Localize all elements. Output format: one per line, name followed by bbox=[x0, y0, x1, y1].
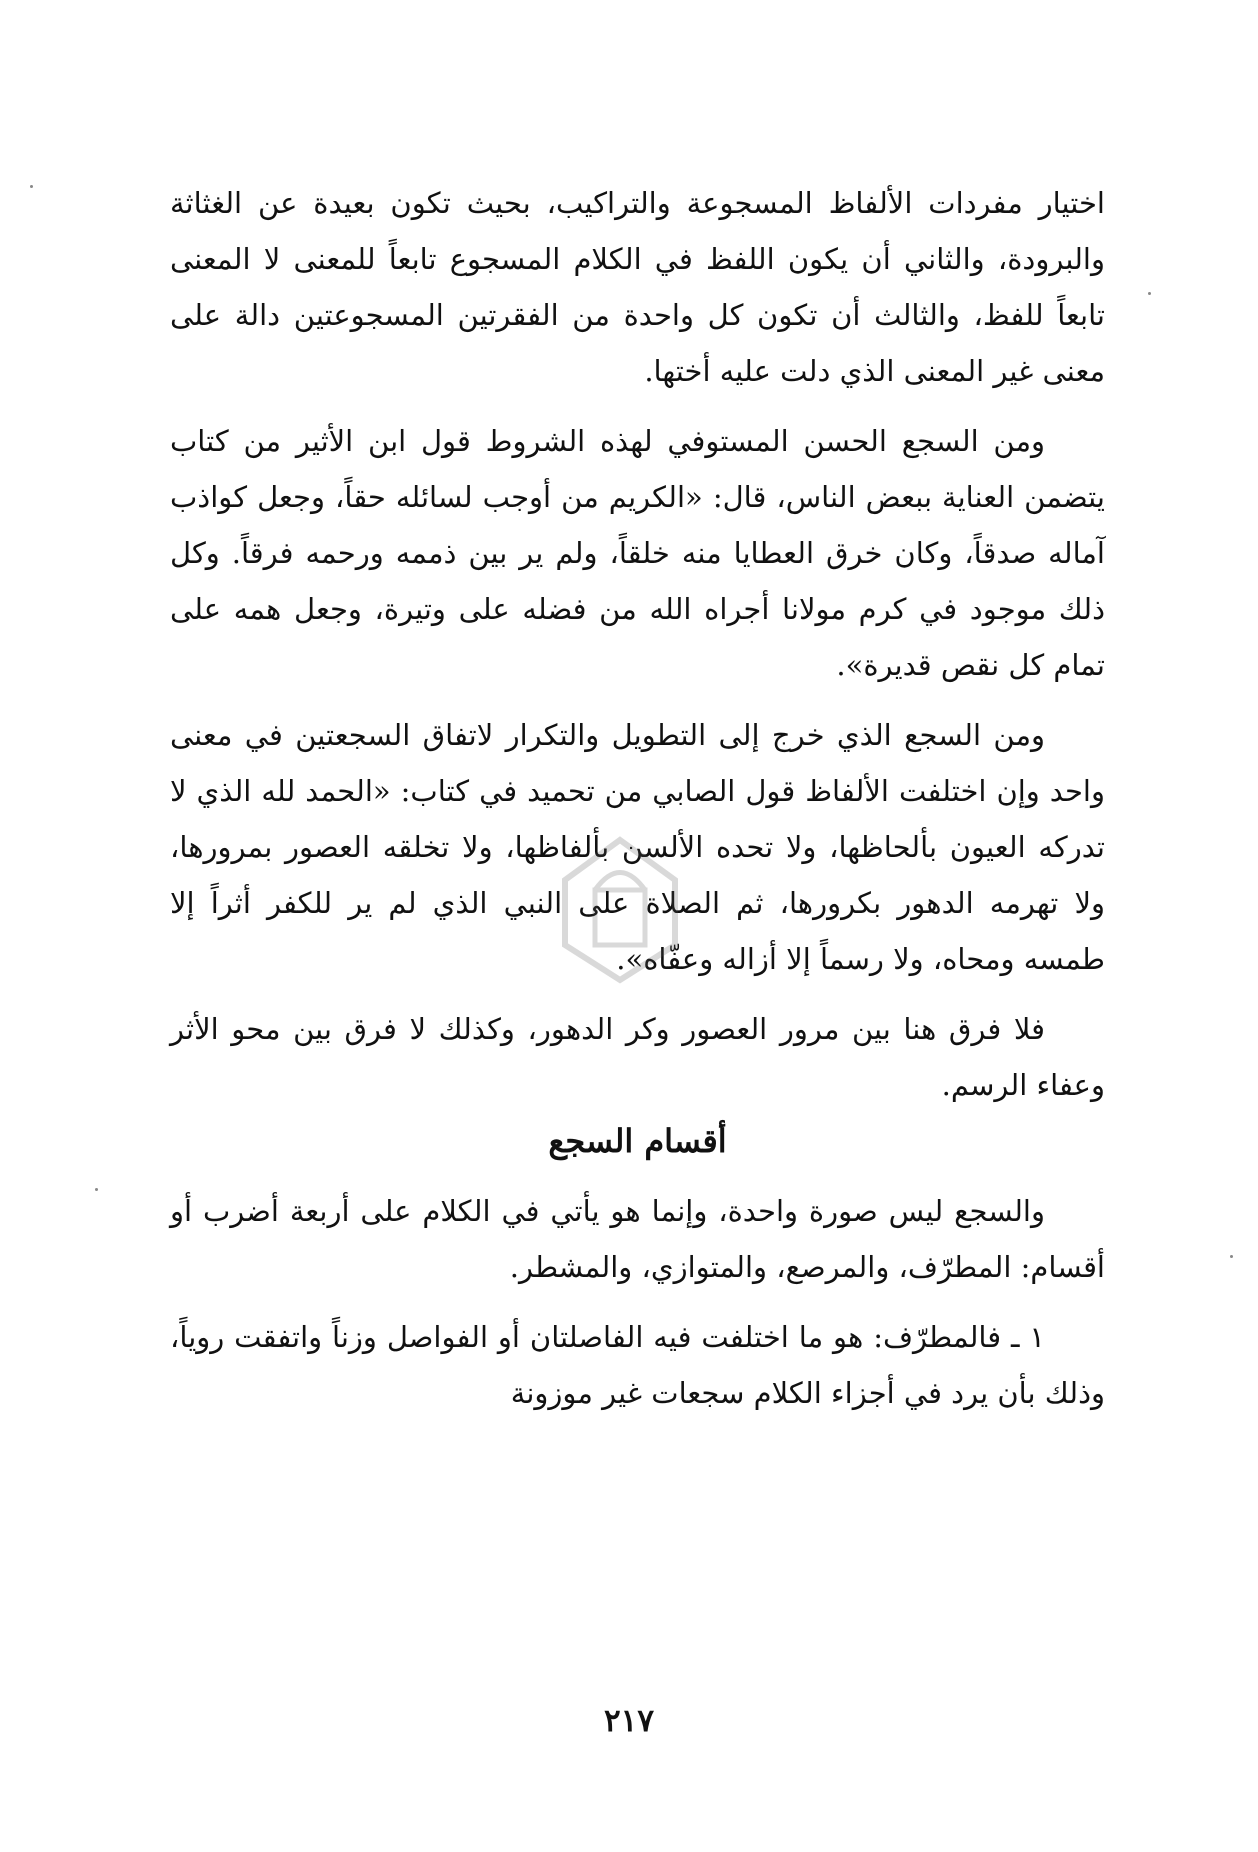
section-heading: أقسام السجع bbox=[548, 1122, 727, 1160]
scan-speck bbox=[95, 1188, 98, 1191]
page-body bbox=[170, 175, 1105, 1421]
scan-speck bbox=[1230, 1255, 1233, 1258]
scan-speck bbox=[30, 185, 33, 188]
paragraph-1: اختيار مفردات الألفاظ المسجوعة والتراكيب، بحيث تكون بعيدة عن الغثاثة والبرودة، والثاني أن يكون اللفظ في الكلام المسجوع تابعاً للمعنى لا المعنى تابعاً للفظ، والثالث أن تكون كل واحدة من الفقرتين المسجوعتين دالة على معنى غير المعنى الذي دلت عليه أختها. bbox=[170, 186, 1105, 388]
page-number: ٢١٧ bbox=[604, 1703, 654, 1739]
paragraph-4: فلا فرق هنا بين مرور العصور وكر الدهور، وكذلك لا فرق بين محو الأثر وعفاء الرسم. bbox=[170, 1012, 1105, 1102]
paragraph-3: ومن السجع الذي خرج إلى التطويل والتكرار لاتفاق السجعتين في معنى واحد وإن اختلفت الألفاظ قول الصابي من تحميد في كتاب: «الحمد لله الذي لا تدركه العيون بألحاظها، ولا تحده الألسن بألفاظها، ولا تخلقه العصور بمرورها، ولا تهرمه الدهور بكرورها، ثم الصلاة على النبي الذي لم ير للكفر أثراً إلا طمسه ومحاه، ولا رسماً إلا أزاله وعفّاه». bbox=[170, 718, 1105, 976]
scan-speck bbox=[1148, 292, 1151, 295]
library-watermark-icon bbox=[555, 835, 685, 985]
section-paragraph-2: ١ ـ فالمطرّف: هو ما اختلفت فيه الفاصلتان أو الفواصل وزناً واتفقت روياً، وذلك بأن يرد في أجزاء الكلام سجعات غير موزونة bbox=[170, 1320, 1105, 1410]
paragraph-2: ومن السجع الحسن المستوفي لهذه الشروط قول ابن الأثير من كتاب يتضمن العناية ببعض الناس، قال: «الكريم من أوجب لسائله حقاً، وجعل كواذب آماله صدقاً، وكان خرق العطايا منه خلقاً، ولم ير بين ذممه ورحمه فرقاً. وكل ذلك موجود في كرم مولانا أجراه الله من فضله على وتيرة، وجعل همه على تمام كل نقص قديرة». bbox=[170, 424, 1105, 682]
section-paragraph-1: والسجع ليس صورة واحدة، وإنما هو يأتي في الكلام على أربعة أضرب أو أقسام: المطرّف، والمرصع، والمتوازي، والمشطر. bbox=[170, 1194, 1105, 1284]
